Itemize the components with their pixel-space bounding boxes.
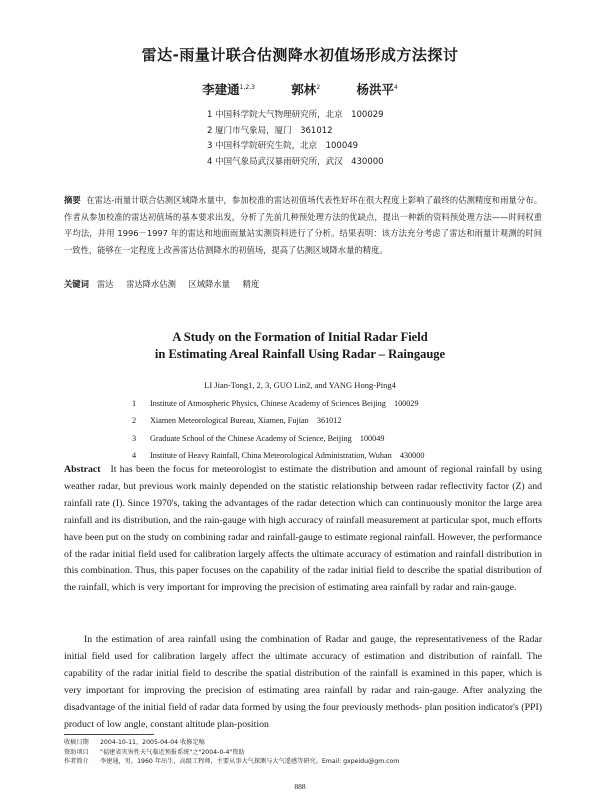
cn-keyword: 精度 bbox=[242, 279, 260, 289]
english-abstract-paragraph-2: In the estimation of area rainfall using the combination of Radar and gauge, the representativeness of the Radar initial field used for calibration largely affect the ultimate accuracy of estimation and distribution of rainfall. The capability of the radar initial field to describe the spatial distribution of the rainfall is examined in this paper, which is very important for improving the precision of estimating area rainfall by radar and rain-gauge. After analyzing the disadvantage of the initial field of radar data formed by using the four previously methods- plan position indicator's (PPI) product of low angle, constant altitude plan-position bbox=[64, 634, 542, 730]
chinese-authors bbox=[0, 80, 600, 98]
english-title-line2: in Estimating Areal Rainfall Using Radar – Raingauge bbox=[154, 347, 446, 361]
cn-keywords-label: 关键词 bbox=[64, 279, 89, 289]
abstract-label: Abstract bbox=[64, 464, 101, 475]
cn-author: 杨洪平$^4$ bbox=[356, 82, 398, 97]
en-affiliation: 4 Institute of Heavy Rainfall, China Meteorological Administration, Wuhan 430000 bbox=[132, 451, 425, 461]
english-authors: LI Jian-Tong1, 2, 3, GUO Lin2, and YANG Hong-Ping4 bbox=[204, 380, 396, 390]
cn-keyword: 雷达 bbox=[96, 279, 114, 289]
english-abstract-paragraph-1 bbox=[64, 462, 542, 597]
cn-abstract-label: 摘要 bbox=[64, 195, 81, 205]
en-affiliation: 1 Institute of Atmospheric Physics, Chinese Academy of Sciences Beijing 100029 bbox=[132, 399, 419, 408]
cn-affiliation: 1 中国科学院大气物理研究所，北京 100029 bbox=[207, 110, 384, 120]
chinese-title: 雷达-雨量计联合估测降水初值场形成方法探讨 bbox=[141, 46, 459, 64]
cn-affiliation: 4 中国气象局武汉暴雨研究所，武汉 430000 bbox=[207, 156, 384, 167]
footnote-rule bbox=[64, 734, 154, 735]
abstract-text: It has been the focus for meteorologist to estimate the distribution and amount of regional rainfall by using weather radar, but previous work mainly depended on the statistic relationship between radar reflectivity factor (Z) and rainfall rate (I). Since 1970's, taking the advantages of the radar detection which can continuously monitor the large area rainfall and its distribution, and the rain-gauge with high accuracy of rainfall measurement at particular spot, much efforts have been put on the study on combining radar and rainfall-gauge to estimate regional rainfall. However, the performance of the radar initial field used for calibration largely affects the ultimate accuracy of estimation and rainfall distribution in this combination. Thus, this paper focuses on the capability of the radar initial field to describe the spatial distribution of the rainfall, which is very important for improving the precision of estimating area rainfall by radar and rain-gauge. bbox=[64, 464, 542, 594]
chinese-abstract bbox=[64, 192, 542, 259]
english-title bbox=[0, 329, 600, 363]
footnote: 资助项目 "福建省灾害性天气临近预报系统"之"2004-0-4"资助 bbox=[64, 748, 245, 756]
cn-keyword: 区域降水量 bbox=[188, 279, 231, 289]
english-title-line1: A Study on the Formation of Initial Radar Field bbox=[172, 330, 428, 344]
footnotes bbox=[64, 738, 399, 767]
cn-author: 李建通$^{1,2,3}$ bbox=[202, 82, 255, 97]
cn-affiliation: 2 厦门市气象局，厦门 361012 bbox=[207, 125, 333, 136]
en-affiliation: 2 Xiamen Meteorological Bureau, Xiamen, Fujian 361012 bbox=[132, 416, 342, 426]
cn-keyword: 雷达降水估测 bbox=[126, 279, 176, 289]
footnote: 收稿日期 2004-10-11，2005-04-04 收修定稿 bbox=[64, 739, 205, 746]
en-affiliation: 3 Graduate School of the Chinese Academy of Science, Beijing 100049 bbox=[132, 433, 385, 443]
english-affiliations bbox=[132, 395, 424, 465]
chinese-keywords bbox=[64, 278, 269, 290]
page-number: 888 bbox=[294, 782, 306, 791]
cn-abstract-text: 在雷达-雨量计联合估测区域降水量中，参加校准的雷达初值场代表性好坏在很大程度上影响了最终的估测精度和雨量分布。作者从参加校准的雷达初值场的基本要求出发，分析了先前几种预处理方法的优缺点，提出一种新的资料预处理方法——时间权重平均法，并用 1996－1997 年的雷达和地面雨量站实测资料进行了分析。结果表明：该方法充分考虑了雷达和雨量计观测的时间一致性，能够在一定程度上改善雷达估测降水的初值场，提高了估测区域降水量的精度。 bbox=[64, 195, 542, 256]
chinese-affiliations bbox=[207, 108, 384, 170]
cn-author: 郭林$^2$ bbox=[291, 82, 321, 97]
cn-affiliation: 3 中国科学院研究生院，北京 100049 bbox=[207, 141, 359, 151]
footnote: 作者简介 李建通，男，1960 年出生，高级工程师，主要从事大气探测与大气遥感等研究。Email: gxpeidu@gm.com bbox=[64, 758, 400, 766]
